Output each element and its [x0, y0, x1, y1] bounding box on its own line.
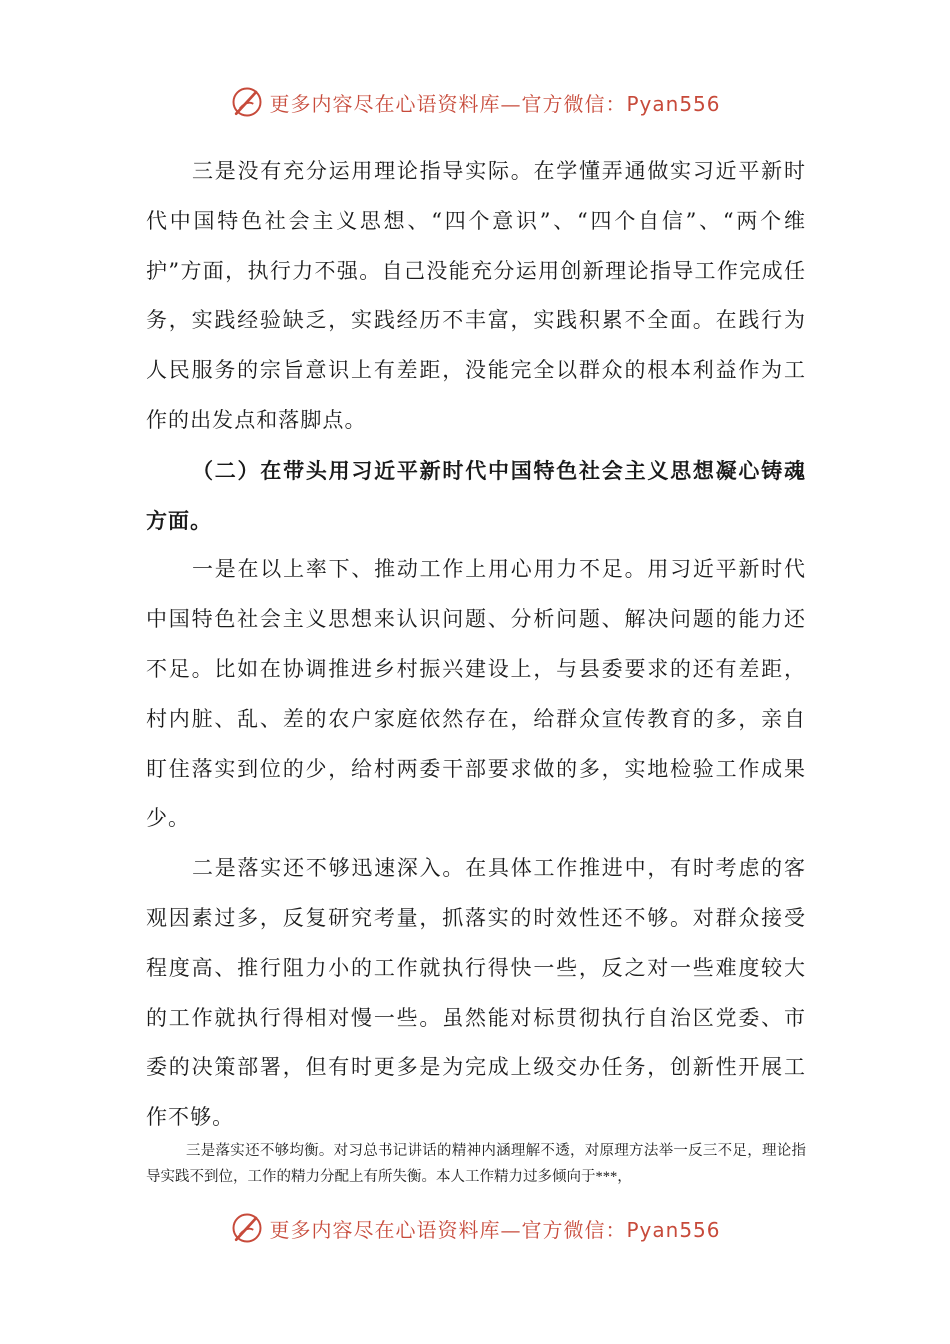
pen-logo-icon [229, 84, 265, 120]
pen-logo-icon [229, 1210, 265, 1246]
section-heading: （二）在带头用习近平新时代中国特色社会主义思想凝心铸魂方面。 [146, 457, 806, 533]
paragraph-2: 一是在以上率下、推动工作上用心用力不足。用习近平新时代中国特色社会主义思想来认识问题、分析问题、解决问题的能力还不足。比如在协调推进乡村振兴建设上，与县委要求的还有差距，村内脏、乱、差的农户家庭依然存在，给群众宣传教育的多，亲自盯住落实到位的少，给村两委干部要求做的多，实地检验工作成果少。 [146, 557, 806, 831]
top-watermark-banner [0, 84, 950, 120]
watermark-text: 更多内容尽在心语资料库—官方微信：Pyan556 [269, 1217, 721, 1242]
bottom-watermark-banner [0, 1210, 950, 1246]
small-paragraph: 三是落实还不够均衡。对习总书记讲话的精神内涵理解不透，对原理方法举一反三不足，理论指导实践不到位，工作的精力分配上有所失衡。本人工作精力过多倾向于***， [146, 1143, 806, 1185]
paragraph-3: 二是落实还不够迅速深入。在具体工作推进中，有时考虑的客观因素过多，反复研究考量，抓落实的时效性还不够。对群众接受程度高、推行阻力小的工作就执行得快一些，反之对一些难度较大的工作就执行得相对慢一些。虽然能对标贯彻执行自治区党委、市委的决策部署，但有时更多是为完成上级交办任务，创新性开展工作不够。 [146, 856, 806, 1130]
paragraph-1: 三是没有充分运用理论指导实际。在学懂弄通做实习近平新时代中国特色社会主义思想、“四个意识”、“四个自信”、“两个维护”方面，执行力不强。自己没能充分运用创新理论指导工作完成任务，实践经验缺乏，实践经历不丰富，实践积累不全面。在践行为人民服务的宗旨意识上有差距，没能完全以群众的根本利益作为工作的出发点和落脚点。 [146, 159, 806, 432]
document-body [146, 147, 806, 1143]
watermark-text: 更多内容尽在心语资料库—官方微信：Pyan556 [269, 91, 721, 116]
